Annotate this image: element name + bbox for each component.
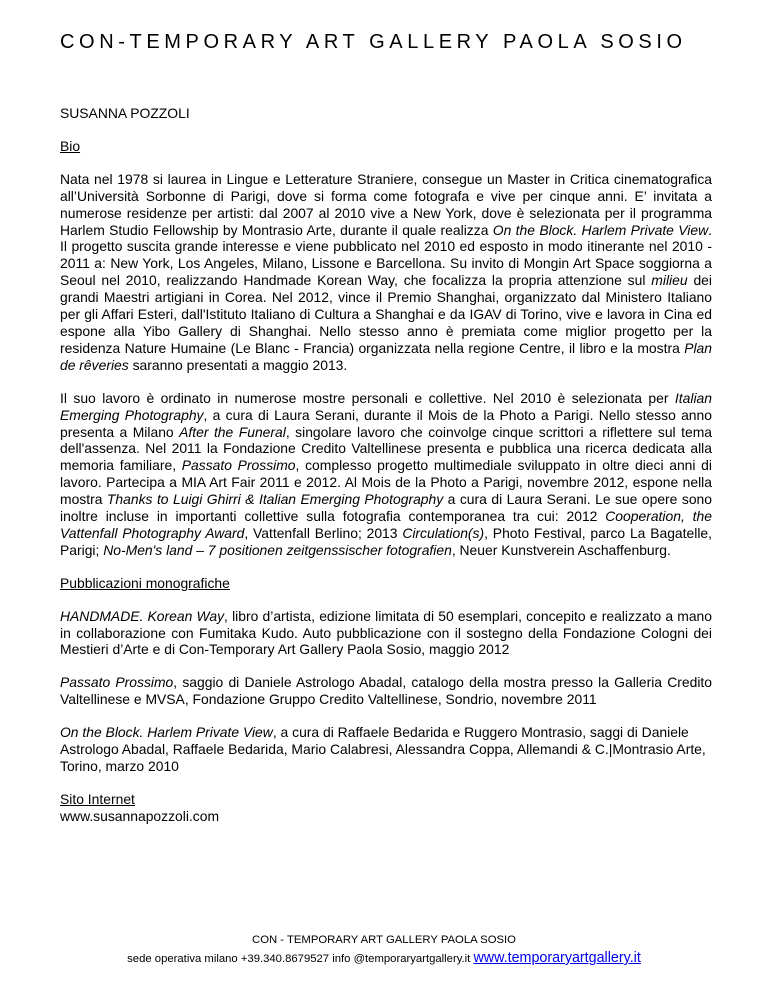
bio-p2-title-3: Passato Prossimo <box>181 457 296 474</box>
publication-3 <box>60 724 712 775</box>
bio-p2-text-5: a cura di Laura Serani. Le sue opere sono inoltre incluse in importanti collettive sulla fotografia contemporanea tra cui: 2012 <box>60 491 712 525</box>
gallery-header-title: CON-TEMPORARY ART GALLERY PAOLA SOSIO <box>60 31 687 53</box>
footer-contact-line <box>0 950 768 966</box>
bio-heading: Bio <box>60 137 81 154</box>
bio-p1-milieu: milieu <box>651 272 688 289</box>
footer-address: sede operativa milano +39.340.8679527 info @temporaryartgallery.it <box>127 953 474 965</box>
bio-p2-title-2: After the Funeral <box>179 423 286 440</box>
publication-3-text: , a cura di Raffaele Bedarida e Ruggero Montrasio, saggi di Daniele Astrologo Abadal, Raffaele Bedarida, Mario Calabresi, Alessandra Coppa, Allemandi & C.|Montrasio Arte, Torino, marzo 2010 <box>60 724 706 774</box>
website-url: www.susannapozzoli.com <box>60 807 220 824</box>
bio-p2-title-4: Thanks to Luigi Ghirri & Italian Emerging Photography <box>106 491 444 508</box>
publication-1-title: HANDMADE. Korean Way <box>60 607 225 624</box>
publication-3-title: On the Block. Harlem Private View <box>60 724 273 741</box>
bio-paragraph-1 <box>60 171 712 374</box>
artist-name: SUSANNA POZZOLI <box>60 105 190 121</box>
bio-p1-text-4: saranno presentati a maggio 2013. <box>128 356 348 373</box>
bio-p2-title-6: Circulation(s) <box>402 524 485 541</box>
bio-p1-text-1: Nata nel 1978 si laurea in Lingue e Letterature Straniere, consegue un Master in Critica cinematografica all’Università Sorbonne di Parigi, dove si forma come fotografa e vive per cinque anni. E’ invitata a numerose residenze per artisti: dal 2007 al 2010 vive a New York, dove è selezionata per il programma Harlem Studio Fellowship by Montrasio Arte, durante il quale realizza <box>60 170 712 238</box>
bio-p2-title-5: Cooperation, the Vattenfall Photography Award <box>60 508 712 541</box>
bio-p2-text-6: , Vattenfall Berlino; 2013 <box>244 524 403 541</box>
bio-p2-text-2: , a cura di Laura Serani, durante il Mois de la Photo a Parigi. Nello stesso anno presenta a Milano <box>60 406 712 440</box>
bio-paragraph-2 <box>60 390 712 559</box>
footer-gallery-name: CON - TEMPORARY ART GALLERY PAOLA SOSIO <box>252 934 516 946</box>
bio-p2-text-4: , complesso progetto multimediale sviluppato in oltre dieci anni di lavoro. Partecipa a MIA Art Fair 2011 e 2012. Al Mois de la Photo a Parigi, novembre 2012, espone nella mostra <box>60 457 712 508</box>
bio-p2-text-1: Il suo lavoro è ordinato in numerose mostre personali e collettive. Nel 2010 è selezionata per <box>60 389 675 406</box>
bio-p2-text-3: , singolare lavoro che coinvolge cinque scrittori a riflettere sul tema dell'assenza. Nel 2011 la Fondazione Credito Valtellinese presenta e pubblica una ricerca dedicata alla memoria familiare, <box>60 423 712 474</box>
publication-1 <box>60 608 712 659</box>
publications-heading: Pubblicazioni monografiche <box>60 574 230 591</box>
bio-p1-title-on-the-block: On the Block. Harlem Private View <box>492 221 709 238</box>
bio-p2-title-1: Italian Emerging Photography <box>60 389 712 423</box>
publication-2-text: , saggio di Daniele Astrologo Abadal, catalogo della mostra presso la Galleria Credito Valtellinese e MVSA, Fondazione Gruppo Credito Valtellinese, Sondrio, novembre 2011 <box>60 674 712 708</box>
publication-2-title: Passato Prossimo <box>60 674 174 691</box>
publication-1-text: , libro d’artista, edizione limitata di 50 esemplari, concepito e realizzato a mano in collaborazione con Fumitaka Kudo. Auto pubblicazione con il sostegno della Fondazione Cologni dei Mestieri d’Arte e di Con-Temporary Art Gallery Paola Sosio, maggio 2012 <box>60 607 712 658</box>
bio-p1-text-3: dei grandi Maestri artigiani in Corea. Nel 2012, vince il Premio Shanghai, organizzato dal Ministero Italiano per gli Affari Esteri, dall'Istituto Italiano di Cultura a Shanghai e da IGAV di Torino, vive e lavora in Cina ed espone alla Yibo Gallery di Shanghai. Nello stesso anno è premiata come miglior progetto per la residenza Nature Humaine (Le Blanc - Francia) organizzata nella regione Centre, il libro e la mostra <box>60 272 712 356</box>
bio-p2-text-7: , Photo Festival, parco La Bagatelle, Parigi; <box>60 524 712 558</box>
bio-p2-text-8: , Neuer Kunstverein Aschaffenburg. <box>451 541 671 558</box>
website-heading: Sito Internet <box>60 790 135 807</box>
bio-p2-title-7: No-Men's land – 7 positionen zeitgenssischer fotografien <box>103 541 452 558</box>
footer-website-link[interactable]: www.temporaryartgallery.it <box>473 950 641 966</box>
publication-2 <box>60 674 712 708</box>
document-body <box>60 105 712 825</box>
bio-p1-text-2: . Il progetto suscita grande interesse e viene pubblicato nel 2010 ed esposto in modo itinerante nel 2010 - 2011 a: New York, Los Angeles, Milano, Lissone e Barcellona. Su invito di Mongin Art Space soggiorna a Seoul nel 2010, realizzando Handmade Korean Way, che focalizza la propria attenzione sul <box>60 221 712 289</box>
bio-p1-title-plan-de-reveries: Plan de rêveries <box>60 339 712 373</box>
